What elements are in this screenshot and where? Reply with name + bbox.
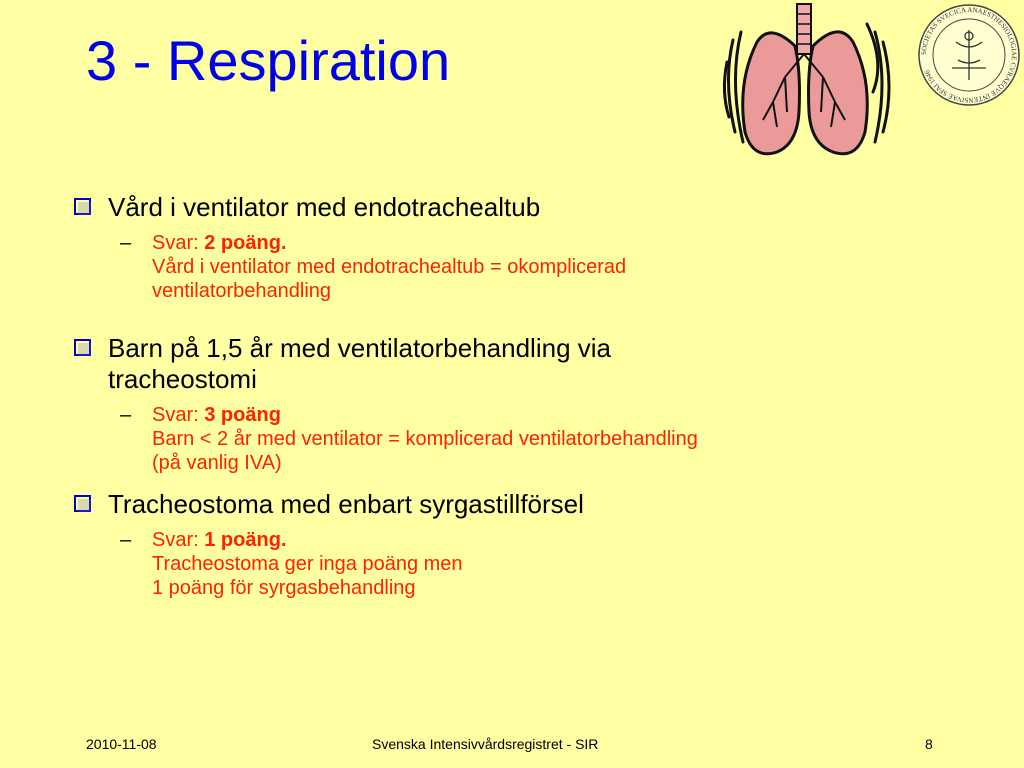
dash-marker: – — [120, 404, 132, 426]
bullet-text: Vård i ventilator med endotrachealtub — [108, 192, 541, 222]
content-area — [72, 192, 972, 600]
answer-item — [120, 403, 972, 475]
slide-title: 3 - Respiration — [86, 29, 451, 92]
footer-page-number: 8 — [925, 736, 933, 752]
checkbox-bullet-icon — [74, 198, 91, 215]
answer-line: Vård i ventilator med endotrachealtub = okomplicerad — [152, 256, 627, 278]
answer-points: 2 poäng. — [204, 232, 287, 254]
answer-item — [120, 528, 972, 600]
bullet-text: Tracheostoma med enbart syrgastillförsel — [108, 489, 584, 519]
footer-organization: Svenska Intensivvårdsregistret - SIR — [372, 736, 599, 752]
checkbox-bullet-icon — [74, 495, 91, 512]
dash-marker: – — [120, 529, 132, 551]
answer-points: 1 poäng. — [204, 529, 287, 551]
answer-line: Tracheostoma ger inga poäng men — [152, 553, 463, 575]
dash-marker: – — [120, 232, 132, 254]
answer-points: 3 poäng — [204, 404, 281, 426]
answer-label: Svar: — [152, 404, 199, 426]
bullet-item — [72, 192, 972, 223]
seal-text: SOCIETAS SVECICA ANAESTHESIOLOGIAE CVRAEQVE INTENSIVAE SFAI 1946 — [919, 5, 1019, 105]
lungs-illustration — [715, 2, 895, 172]
answer-label: Svar: — [152, 232, 199, 254]
bullet-text-line: Barn på 1,5 år med ventilatorbehandling via — [108, 333, 611, 363]
footer-date: 2010-11-08 — [86, 736, 157, 752]
society-seal-logo — [916, 2, 1022, 108]
bullet-text-line: tracheostomi — [108, 364, 257, 394]
answer-line: Barn < 2 år med ventilator = komplicerad ventilatorbehandling — [152, 428, 698, 450]
answer-label: Svar: — [152, 529, 199, 551]
bullet-item — [72, 489, 972, 520]
answer-line: (på vanlig IVA) — [152, 452, 282, 474]
answer-item — [120, 231, 972, 303]
checkbox-bullet-icon — [74, 339, 91, 356]
answer-line: 1 poäng för syrgasbehandling — [152, 577, 416, 599]
answer-line: ventilatorbehandling — [152, 280, 332, 302]
bullet-item — [72, 333, 972, 395]
